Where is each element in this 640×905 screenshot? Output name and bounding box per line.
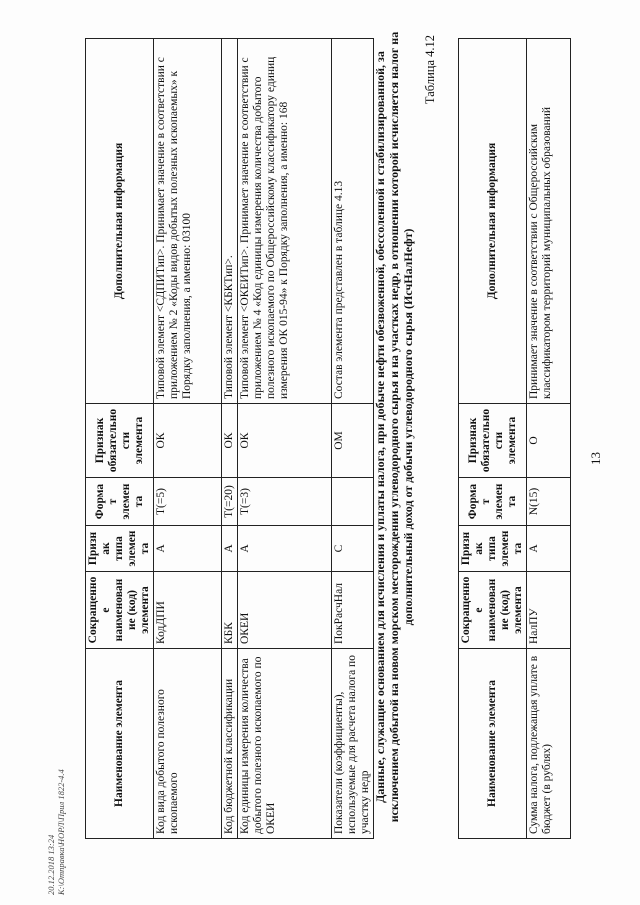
cell-info: Типовой элемент <ОКЕИТип>. Принимает значение в соответствии с приложением № 4 «Код единицы измерения количества добытого полезного ископаемого по Общероссийскому классификатору единиц измерения ОК 015-94» к Порядку заполнения, а именно: 168 <box>238 39 332 404</box>
cell-type: А <box>238 526 332 572</box>
header-name: Наименование элемента <box>86 649 154 839</box>
cell-format: T(=5) <box>154 478 222 526</box>
table-row <box>238 39 332 839</box>
cell-code: ОКЕИ <box>238 572 332 649</box>
header-name: Наименование элемента <box>459 649 527 839</box>
table-number: Таблица 4.12 <box>423 35 437 105</box>
elements-table-continued <box>458 38 571 839</box>
cell-name: Показатели (коэффициенты), используемые для расчета налога по участку недр <box>332 649 374 839</box>
cell-name: Код единицы измерения количества добытого полезного ископаемого по ОКЕИ <box>238 649 332 839</box>
cell-info: Типовой элемент <КБКТип>. <box>222 39 238 404</box>
footer-path: К:\Отправка\НОРЛ\Прил 1822-4.4 <box>56 769 66 895</box>
footer-timestamp: 20.12.2018 13:24 <box>46 834 56 895</box>
table-row <box>527 39 571 839</box>
cell-format: T(=20) <box>222 478 238 526</box>
header-required: Признак обязательности элемента <box>86 404 154 478</box>
page-number: 13 <box>588 452 603 465</box>
cell-code: НалПУ <box>527 572 571 649</box>
cell-info: Принимает значение в соответствии с Общероссийским классификатором территорий муниципальных образований <box>527 39 571 404</box>
file-footer <box>46 769 66 895</box>
table-header-row <box>86 39 154 839</box>
header-info: Дополнительная информация <box>459 39 527 404</box>
cell-format: N(15) <box>527 478 571 526</box>
cell-type: С <box>332 526 374 572</box>
header-format: Формат элемента <box>459 478 527 526</box>
header-format: Формат элемента <box>86 478 154 526</box>
cell-required: ОМ <box>332 404 374 478</box>
cell-format <box>332 478 374 526</box>
cell-type: А <box>222 526 238 572</box>
header-type: Признак типа элемента <box>459 526 527 572</box>
table-row <box>222 39 238 839</box>
cell-required: ОК <box>222 404 238 478</box>
cell-code: ПокРасчНал <box>332 572 374 649</box>
table-title: Данные, служащие основанием для исчисления и уплаты налога, при добыче нефти обезвоженной, обессоленной и стабилизированной, за исключением добытой на новом морском месторождении углеводородного сырья и на участках недр, в отношении которой исчисляется налог на дополнительный доход от добычи углеводородного сырья (ИсчНалНефт) <box>373 31 415 823</box>
elements-table <box>85 38 374 839</box>
table-header-row <box>459 39 527 839</box>
header-info: Дополнительная информация <box>86 39 154 404</box>
cell-name: Сумма налога, подлежащая уплате в бюджет (в рублях) <box>527 649 571 839</box>
header-code: Сокращенное наименование (код) элемента <box>459 572 527 649</box>
cell-required: О <box>527 404 571 478</box>
cell-format: T(=3) <box>238 478 332 526</box>
header-code: Сокращенное наименование (код) элемента <box>86 572 154 649</box>
cell-code: КБК <box>222 572 238 649</box>
header-type: Признак типа элемента <box>86 526 154 572</box>
cell-type: А <box>154 526 222 572</box>
cell-required: ОК <box>238 404 332 478</box>
cell-info: Состав элемента представлен в таблице 4.13 <box>332 39 374 404</box>
table-row <box>154 39 222 839</box>
cell-name: Код вида добытого полезного ископаемого <box>154 649 222 839</box>
cell-name: Код бюджетной классификации <box>222 649 238 839</box>
cell-code: КодДПИ <box>154 572 222 649</box>
cell-info: Типовой элемент <СДПИТип>. Принимает значение в соответствии с приложением № 2 «Коды видов добытых полезных ископаемых» к Порядку заполнения, а именно: 03100 <box>154 39 222 404</box>
cell-type: А <box>527 526 571 572</box>
cell-required: ОК <box>154 404 222 478</box>
table-row <box>332 39 374 839</box>
header-required: Признак обязательности элемента <box>459 404 527 478</box>
